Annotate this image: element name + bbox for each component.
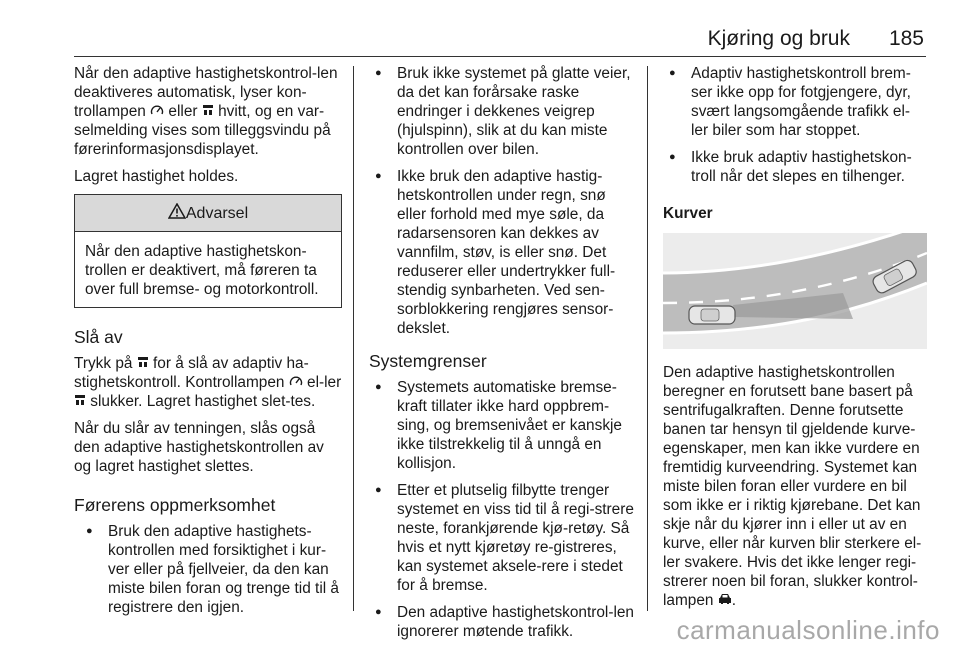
text: Den adaptive hastighetskontrollen beregner en forutsett bane basert på sentrifugalkraften. Denne forutsette banen tar hensyn til gjeldende kurve-egenskaper, men kan ikke vurdere en fremtidig kurveendring. Systemet kan miste bilen foran eller vurdere en bil som ikke er i riktig kjørebane. Det kan skje når du kjører inn i eller ut av en kurve, eller når kurven blir sterkere el-ler svakere. Hvis det ikke lenger regi-strerer noen bil foran, slukker kontrol-lampen (663, 364, 922, 609)
paragraph-turn-off (74, 354, 342, 411)
list-item: ● Adaptiv hastighetskontroll brem-ser ikke opp for fotgjengere, dyr, svært langsomgående trafikk el-ler biler som har stoppet. (663, 64, 927, 140)
column-2 (369, 64, 637, 649)
list-item: ● Etter et plutselig filbytte trenger systemet en viss tid til å regi-strere neste, forankjørende kjø-retøy. Så hvis et nytt kjøretøy re-gistreres, kan systemet aksele-rere i stedet for å bremse. (369, 481, 637, 595)
paragraph-curves: Den adaptive hastighetskontrollen beregner en forutsett bane basert på sentrifugalkraften. Denne forutsette banen tar hensyn til gjeldende kurve-egenskaper, men kan ikke vurdere en fremtidig kurveendring. Systemet kan miste bilen foran eller vurdere en bil som ikke er i riktig kjørebane. Det kan skje når du kjører inn i eller ut av en kurve, eller når kurven blir sterkere el-ler svakere. Hvis det ikke lenger regi-strerer noen bil foran, slukker kontrol-lampen . (663, 364, 922, 609)
adaptive-cruise-icon (202, 102, 214, 121)
text: Når den adaptive hastighetskontrol-len deaktiveres automatisk, lyser kon-trollampen (74, 65, 338, 120)
heading-driver-attention: Førerens oppmerksomhet (74, 495, 276, 515)
text: Trykk på (74, 355, 133, 372)
heading-system-limits: Systemgrenser (369, 351, 487, 371)
adaptive-cruise-icon (137, 354, 149, 373)
list-item: ● Bruk ikke systemet på glatte veier, da det kan forårsake raske endringer i dekkenes veigrep (hjulspinn), slik at du kan miste kontrollen over bilen. (369, 64, 637, 159)
paragraph-speed-held: Lagret hastighet holdes. (74, 168, 239, 185)
paragraph-ignition-off: Når du slår av tenningen, slås også den adaptive hastighetskontrollen av og lagret hastighet slettes. (74, 420, 324, 475)
warning-header (75, 195, 341, 232)
adaptive-cruise-icon (74, 392, 86, 411)
list-item: ● Ikke bruk adaptiv hastighetskon-troll når det slepes en tilhenger. (663, 148, 927, 186)
text: for å slå av adaptiv ha-stighetskontroll. Kontrollampen (74, 355, 309, 391)
list-item: ● Ikke bruk den adaptive hastig-hetskontrollen under regn, snø eller forhold med mye søle, da radarsensoren kan dekkes av vannfilm, støv, is eller snø. Det reduserer eller undertrykker full-stendig synbarheten. Ved sen-sorblokkering rengjøres sensor-dekslet. (369, 167, 637, 338)
speedometer-icon (289, 373, 303, 392)
text: hvitt, og en var-selmelding vises som tilleggsvindu på førerinformasjonsdisplayet. (74, 103, 331, 158)
text: slukker. Lagret hastighet slet-tes. (90, 393, 316, 410)
attention-list (74, 522, 342, 617)
warning-icon (168, 203, 186, 224)
heading-curves: Kurver (663, 205, 713, 222)
watermark: carmanualsonline.info (676, 615, 940, 645)
paragraph-deactivation (74, 64, 342, 159)
car-icon (689, 306, 735, 324)
page-header (0, 0, 960, 56)
list-item: ● Den adaptive hastighetskontrol-len ignorerer møtende trafikk. (369, 603, 637, 641)
header-divider (74, 56, 926, 57)
speedometer-icon (150, 102, 164, 121)
text: eller (168, 103, 198, 120)
text: el-ler (307, 374, 342, 391)
curve-illustration (663, 233, 927, 349)
warning-text: Når den adaptive hastighetskon-trollen er deaktivert, må føreren ta over full bremse- og motorkontroll. (85, 243, 319, 298)
page-number: 185 (888, 27, 924, 50)
column-divider-2 (647, 66, 648, 611)
car-icon (718, 591, 732, 610)
limits-list (369, 378, 637, 641)
column-3 (663, 64, 927, 618)
list-item: ● Bruk den adaptive hastighets-kontrollen med forsiktighet i kur-ver eller på fjellveier, da den kan miste bilen foran og trenge tid til å registrere den igjen. (74, 522, 342, 617)
warning-title: Advarsel (185, 204, 249, 222)
caution-list (369, 64, 637, 338)
column-1 (74, 64, 342, 625)
warning-box (74, 194, 342, 308)
heading-turn-off: Slå av (74, 327, 123, 347)
column-divider-1 (353, 66, 354, 611)
page-section-title: Kjøring og bruk (707, 27, 850, 50)
limits-list-continued (663, 64, 927, 186)
list-item: ● Systemets automatiske bremse-kraft tillater ikke hard oppbrem-sing, og bremsenivået er kanskje ikke tilstrekkelig til å unngå en kollisjon. (369, 378, 637, 473)
